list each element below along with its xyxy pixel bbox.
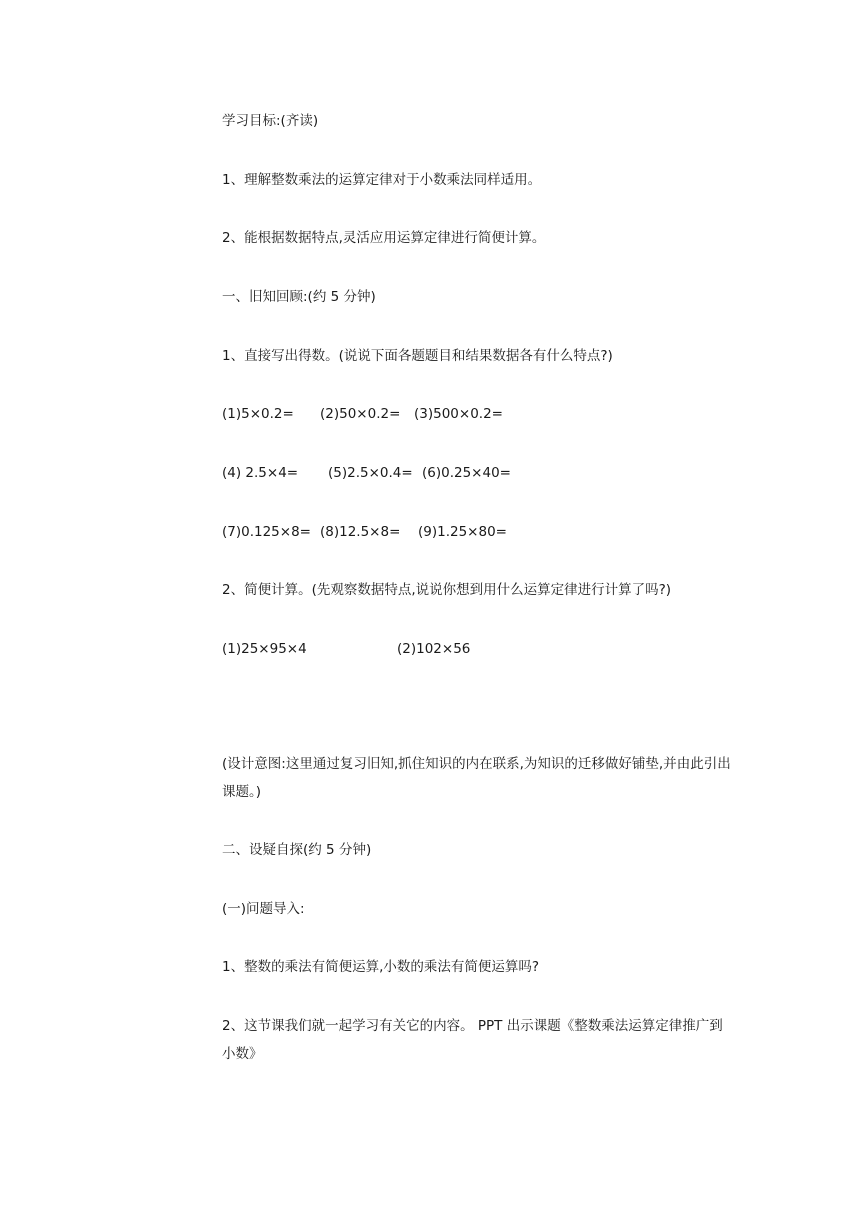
exercise-row-3 (222, 518, 732, 546)
exercise-item: (5)2.5×0.4= (328, 465, 413, 481)
exercise-item: (1)5×0.2= (222, 406, 294, 422)
exercise-item: (1)25×95×4 (222, 641, 307, 657)
exercise-row-4 (222, 635, 732, 663)
exercise-item: (4) 2.5×4= (222, 465, 299, 481)
task-simplified-calc: 2、简便计算。(先观察数据特点,说说你想到用什么运算定律进行计算了吗?) (222, 582, 672, 598)
exercise-item: (7)0.125×8= (222, 524, 311, 540)
exercise-row-1 (222, 400, 732, 428)
exercise-item: (9)1.25×80= (418, 524, 507, 540)
exercise-item: (2)50×0.2= (320, 406, 401, 422)
task-direct-answers: 1、直接写出得数。(说说下面各题题目和结果数据各有什么特点?) (222, 348, 613, 364)
exercise-row-2 (222, 459, 732, 487)
section-heading-explore: 二、设疑自探(约 5 分钟) (222, 842, 372, 858)
exercise-item: (6)0.25×40= (422, 465, 511, 481)
goal-title: 学习目标:(齐读) (222, 113, 319, 129)
question-2: 2、这节课我们就一起学习有关它的内容。 PPT 出示课题《整数乘法运算定律推广到小数》 (222, 1018, 723, 1062)
section-heading-review: 一、旧知回顾:(约 5 分钟) (222, 289, 376, 305)
question-1: 1、整数的乘法有简便运算,小数的乘法有简便运算吗? (222, 959, 540, 975)
exercise-item: (2)102×56 (397, 641, 471, 657)
goal-item-2: 2、能根据数据特点,灵活应用运算定律进行简便计算。 (222, 230, 546, 246)
goal-item-1: 1、理解整数乘法的运算定律对于小数乘法同样适用。 (222, 172, 542, 188)
exercise-item: (8)12.5×8= (320, 524, 401, 540)
subsection-heading: (一)问题导入: (222, 901, 305, 917)
exercise-item: (3)500×0.2= (414, 406, 503, 422)
design-intent-note: (设计意图:这里通过复习旧知,抓住知识的内在联系,为知识的迁移做好铺垫,并由此引出课题。) (222, 756, 731, 800)
